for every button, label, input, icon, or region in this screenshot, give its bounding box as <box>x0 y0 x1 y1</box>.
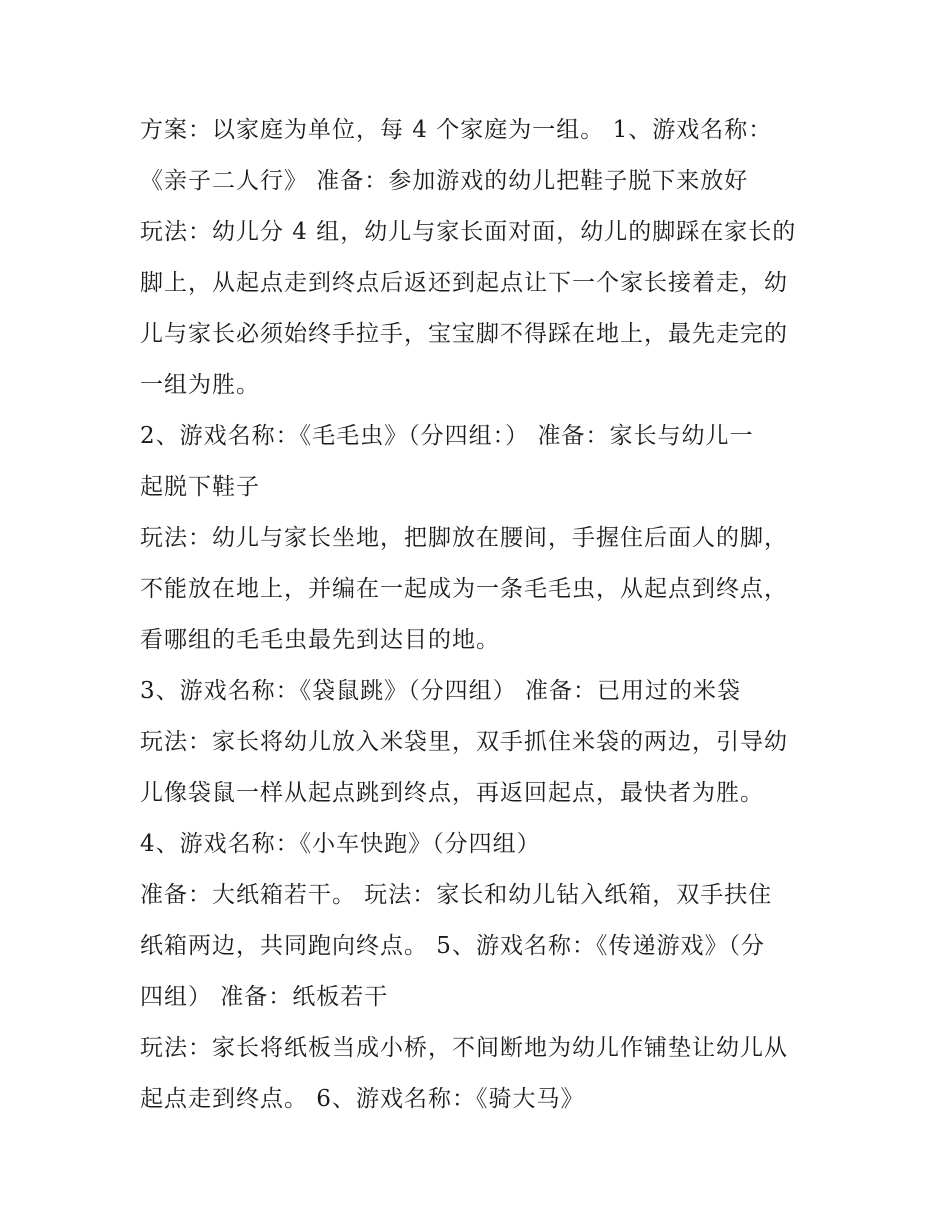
text-line: 玩法：幼儿分 4 组，幼儿与家长面对面，幼儿的脚踩在家长的 <box>140 219 797 245</box>
text-line: 《亲子二人行》 准备：参加游戏的幼儿把鞋子脱下来放好 <box>140 168 749 194</box>
text-line: 起脱下鞋子 <box>140 474 260 500</box>
text-line: 四组） 准备：纸板若干 <box>140 984 389 1010</box>
text-line: 脚上，从起点走到终点后返还到起点让下一个家长接着走，幼 <box>140 270 788 296</box>
text-line: 起点走到终点。 6、游戏名称：《骑大马》 <box>140 1086 585 1112</box>
text-line: 纸箱两边，共同跑向终点。 5、游戏名称：《传递游戏》（分 <box>140 933 765 959</box>
text-line: 一组为胜。 <box>140 372 260 398</box>
text-line: 儿像袋鼠一样从起点跳到终点，再返回起点，最快者为胜。 <box>140 780 764 806</box>
text-line: 准备：大纸箱若干。 玩法：家长和幼儿钻入纸箱，双手扶住 <box>140 882 773 908</box>
text-line: 玩法：家长将纸板当成小桥，不间断地为幼儿作铺垫让幼儿从 <box>140 1035 788 1061</box>
text-line: 玩法：幼儿与家长坐地，把脚放在腰间，手握住后面人的脚， <box>140 525 788 551</box>
text-line: 4、游戏名称：《小车快跑》（分四组） <box>140 831 541 857</box>
document-body <box>140 108 820 1128</box>
text-line: 3、游戏名称：《袋鼠跳》（分四组） 准备：已用过的米袋 <box>140 678 741 704</box>
text-line: 玩法：家长将幼儿放入米袋里，双手抓住米袋的两边，引导幼 <box>140 729 788 755</box>
text-line: 看哪组的毛毛虫最先到达目的地。 <box>140 627 500 653</box>
text-line: 方案：以家庭为单位，每 4 个家庭为一组。 1、游戏名称： <box>140 117 773 143</box>
text-line: 不能放在地上，并编在一起成为一条毛毛虫，从起点到终点， <box>140 576 788 602</box>
text-line: 儿与家长必须始终手拉手，宝宝脚不得踩在地上，最先走完的 <box>140 321 788 347</box>
text-line: 2、游戏名称：《毛毛虫》（分四组：） 准备：家长与幼儿一 <box>140 423 754 449</box>
